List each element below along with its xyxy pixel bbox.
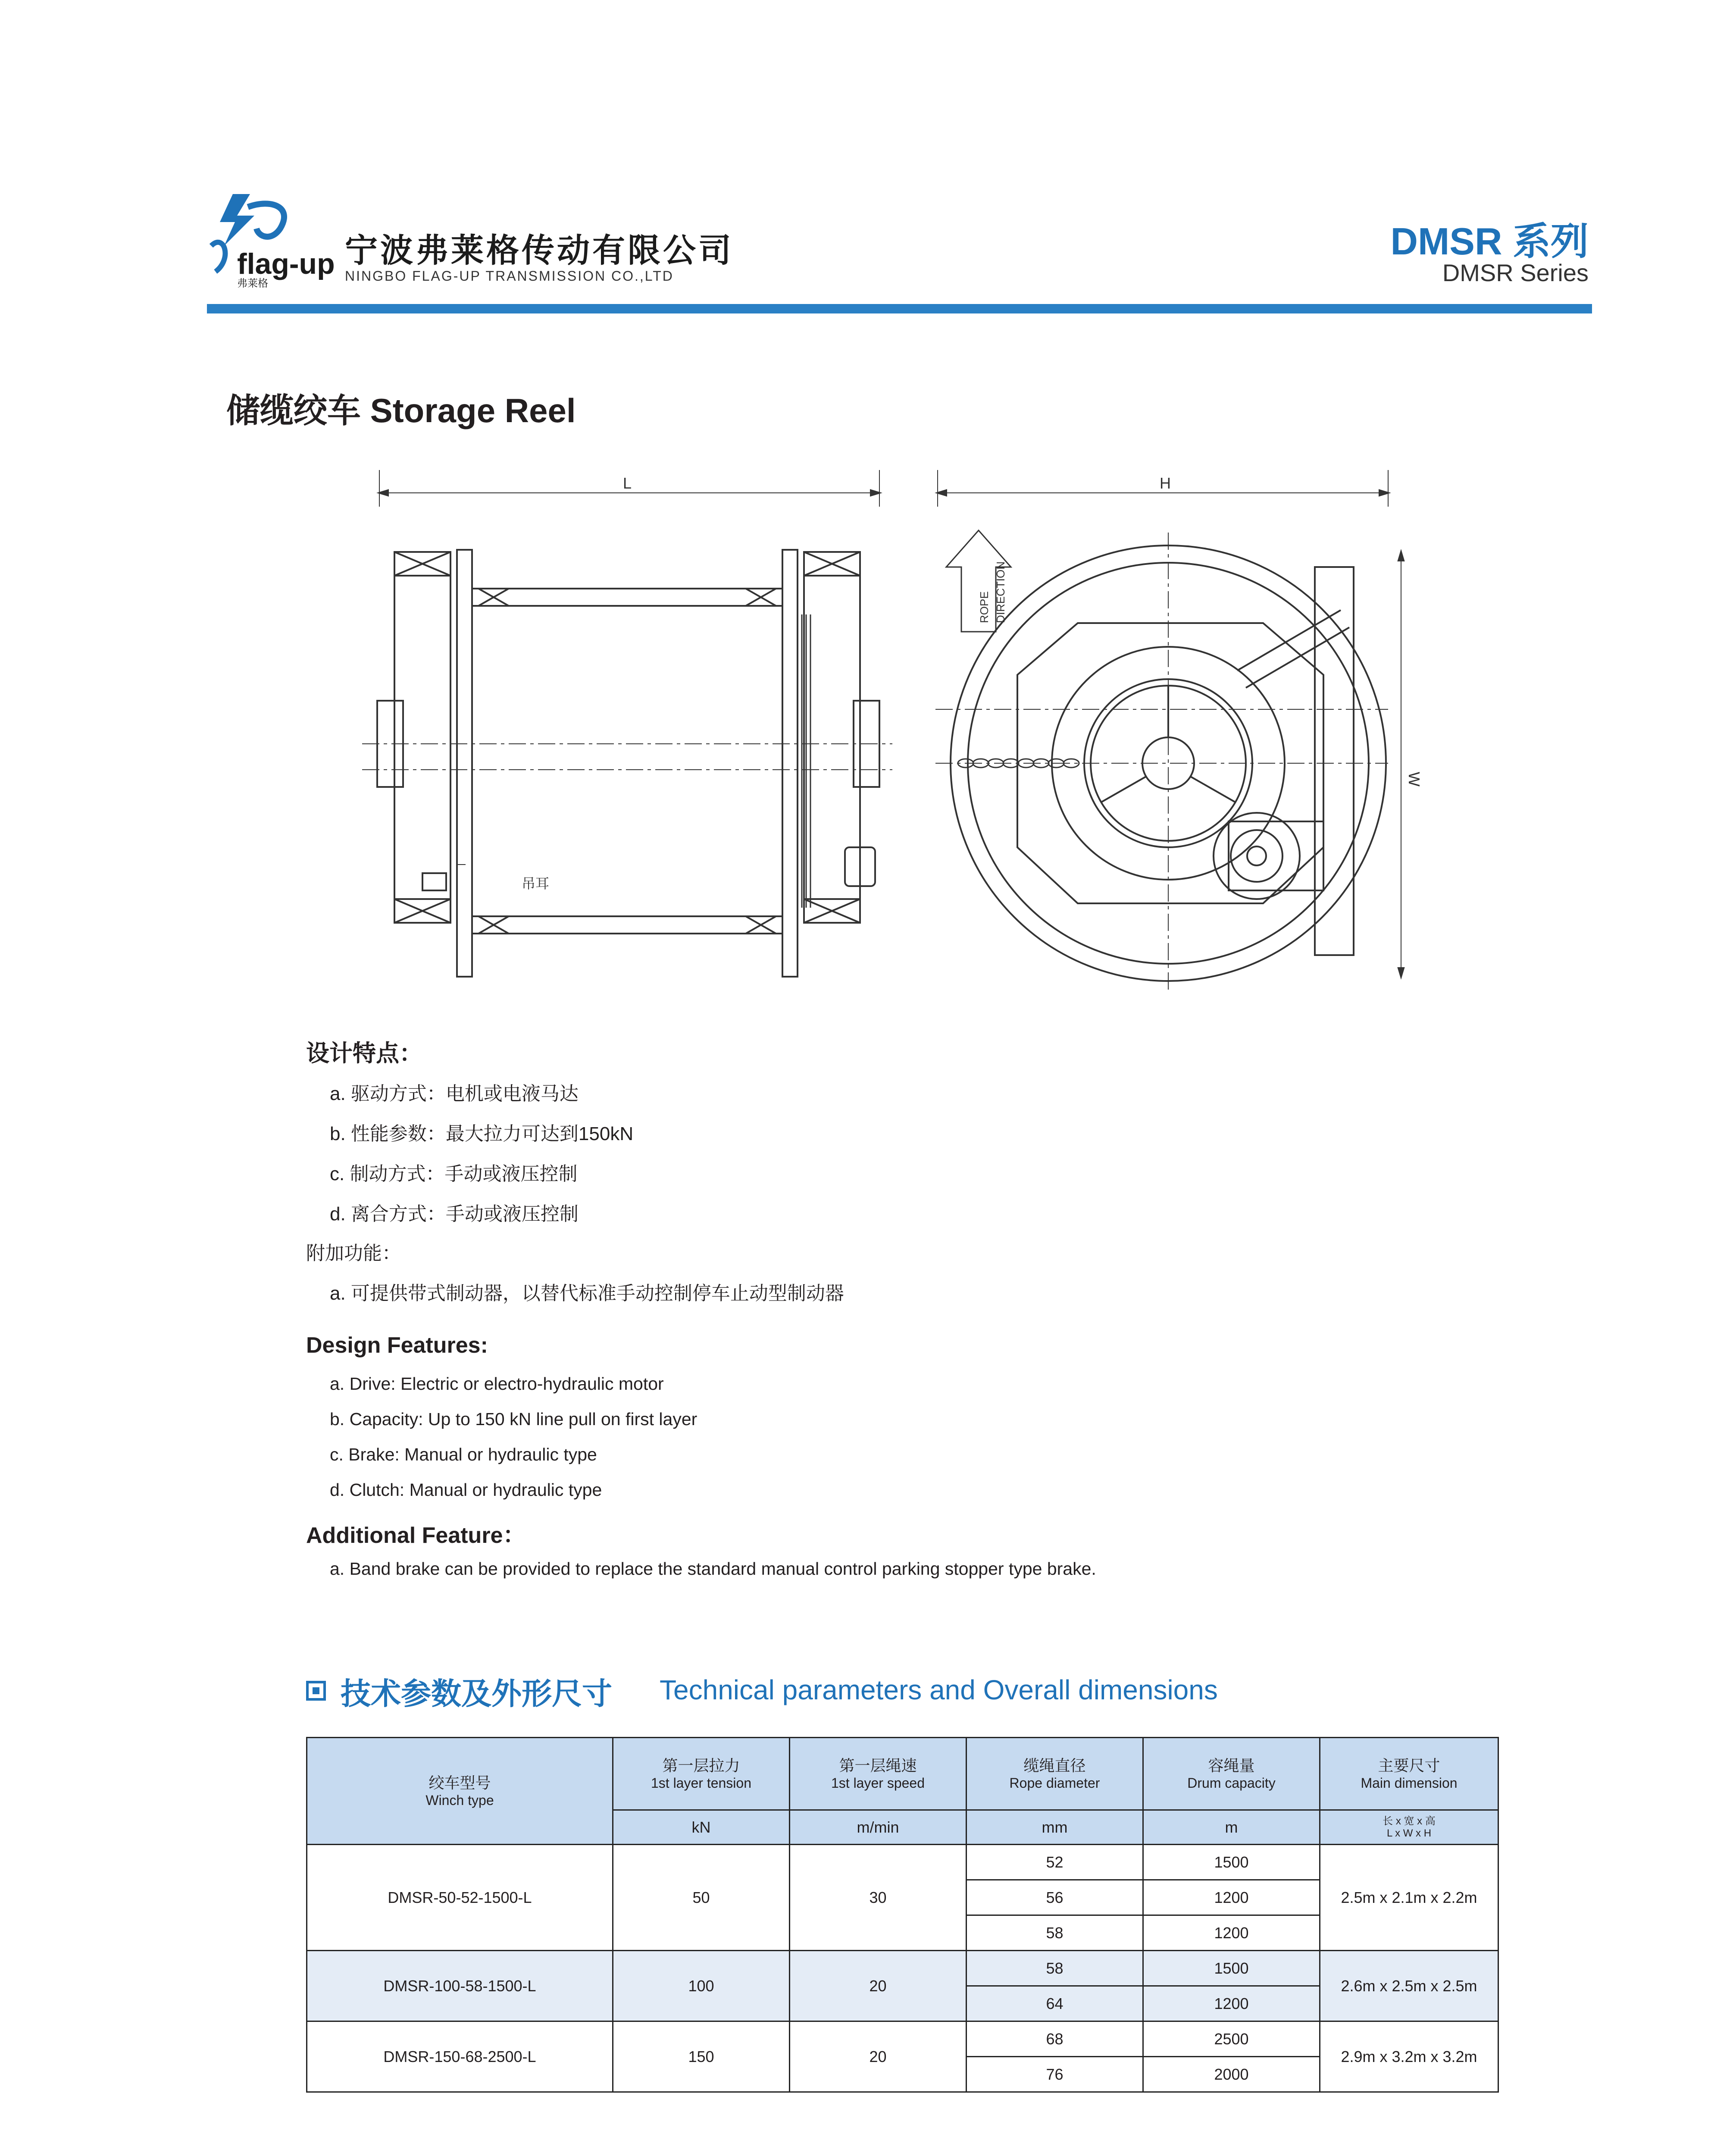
lifting-lug-label: 吊耳 (522, 875, 550, 892)
cell-model: DMSR-50-52-1500-L (307, 1845, 613, 1951)
additional-en-heading: Additional Feature： (306, 1523, 525, 1548)
header-en: Winch type (425, 1792, 494, 1808)
company-name-en: NINGBO FLAG-UP TRANSMISSION CO.,LTD (345, 268, 674, 284)
cell-drum-capacity: 1200 (1143, 1880, 1320, 1915)
header-en: 1st layer speed (831, 1775, 925, 1791)
cell-rope-diameter: 52 (967, 1845, 1143, 1880)
company-name-cn: 宁波弗莱格传动有限公司 (345, 232, 734, 269)
feature-en-item: c. Brake: Manual or hydraulic type (330, 1445, 597, 1464)
cell-drum-capacity: 1500 (1143, 1951, 1320, 1986)
dim-label-H: H (1160, 474, 1171, 492)
feature-en-item: b. Capacity: Up to 150 kN line pull on first layer (330, 1409, 698, 1429)
table-row (307, 1845, 1498, 1880)
table-row (307, 1951, 1498, 1986)
cell-drum-capacity: 2000 (1143, 2057, 1320, 2092)
additional-en-item: a. Band brake can be provided to replace the standard manual control parking stopper type brake. (330, 1559, 1096, 1579)
header-en: Main dimension (1361, 1775, 1458, 1791)
cell-drum-capacity: 2500 (1143, 2021, 1320, 2057)
column-header-rope-diameter (967, 1738, 1143, 1810)
header-cn: 主要尺寸 (1378, 1756, 1440, 1774)
header-rule (207, 304, 1592, 313)
unit-drum-capacity: m (1143, 1810, 1320, 1845)
unit-rope-diameter: mm (967, 1810, 1143, 1845)
column-header-drum-capacity (1143, 1738, 1320, 1810)
unit-speed: m/min (790, 1810, 967, 1845)
cell-model: DMSR-100-58-1500-L (307, 1951, 613, 2021)
rope-direction-label-1: ROPE (978, 591, 991, 623)
header-cn: 绞车型号 (429, 1774, 491, 1792)
header-cn: 第一层绳速 (839, 1756, 917, 1774)
cell-rope-diameter: 76 (967, 2057, 1143, 2092)
dim-unit-cn: 长 x 宽 x 高 (1383, 1815, 1436, 1827)
header-en: Drum capacity (1187, 1775, 1276, 1791)
cell-speed: 30 (790, 1845, 967, 1951)
cell-tension: 50 (613, 1845, 790, 1951)
cell-dimension: 2.5m x 2.1m x 2.2m (1320, 1845, 1498, 1951)
cell-tension: 150 (613, 2021, 790, 2092)
cell-drum-capacity: 1500 (1143, 1845, 1320, 1880)
feature-cn-item: a. 驱动方式：电机或电液马达 (330, 1083, 579, 1104)
features-cn-heading: 设计特点： (306, 1040, 422, 1066)
cell-speed: 20 (790, 2021, 967, 2092)
unit-main-dimension (1320, 1810, 1498, 1845)
storage-reel-drawing (353, 468, 1440, 994)
column-header-winch-type (307, 1738, 613, 1845)
cell-drum-capacity: 1200 (1143, 1915, 1320, 1951)
page-title: 储缆绞车 Storage Reel (226, 392, 576, 429)
section-bullet-icon (306, 1681, 326, 1701)
feature-en-item: a. Drive: Electric or electro-hydraulic motor (330, 1374, 664, 1394)
dim-unit-en: L x W x H (1386, 1827, 1432, 1839)
cell-rope-diameter: 58 (967, 1915, 1143, 1951)
features-en-heading: Design Features: (306, 1333, 488, 1358)
series-title-en: DMSR Series (1442, 259, 1589, 286)
table-row (307, 2021, 1498, 2057)
cell-rope-diameter: 64 (967, 1986, 1143, 2021)
header-cn: 缆绳直径 (1023, 1756, 1086, 1774)
cell-drum-capacity: 1200 (1143, 1986, 1320, 2021)
cell-tension: 100 (613, 1951, 790, 2021)
side-view (362, 470, 892, 977)
cell-model: DMSR-150-68-2500-L (307, 2021, 613, 2092)
cell-rope-diameter: 58 (967, 1951, 1143, 1986)
header-cn: 容绳量 (1208, 1756, 1255, 1774)
feature-en-item: d. Clutch: Manual or hydraulic type (330, 1480, 602, 1500)
cell-speed: 20 (790, 1951, 967, 2021)
rope-direction-label-2: DIRECTION (994, 561, 1007, 623)
cell-dimension: 2.6m x 2.5m x 2.5m (1320, 1951, 1498, 2021)
column-header-tension (613, 1738, 790, 1810)
section-title-cn: 技术参数及外形尺寸 (341, 1677, 612, 1711)
column-header-speed (790, 1738, 967, 1810)
unit-tension: kN (613, 1810, 790, 1845)
additional-cn-heading: 附加功能： (306, 1243, 401, 1264)
header-en: Rope diameter (1009, 1775, 1100, 1791)
dim-label-W: W (1405, 772, 1423, 787)
section-title-en: Technical parameters and Overall dimensions (660, 1674, 1218, 1705)
header-en: 1st layer tension (651, 1775, 751, 1791)
technical-parameters-table (306, 1737, 1499, 2093)
header-cn: 第一层拉力 (662, 1756, 740, 1774)
column-header-main-dimension (1320, 1738, 1498, 1810)
logo-subtext: 弗莱格 (237, 277, 268, 289)
feature-cn-item: c. 制动方式：手动或液压控制 (330, 1163, 578, 1185)
dim-label-L: L (623, 474, 632, 492)
logo-text: flag-up (237, 248, 335, 280)
series-title-cn: DMSR 系列 (1390, 220, 1589, 263)
feature-cn-item: b. 性能参数：最大拉力可达到150kN (330, 1123, 634, 1144)
feature-cn-item: d. 离合方式：手动或液压控制 (330, 1203, 579, 1225)
cell-rope-diameter: 56 (967, 1880, 1143, 1915)
cell-rope-diameter: 68 (967, 2021, 1143, 2057)
cell-dimension: 2.9m x 3.2m x 3.2m (1320, 2021, 1498, 2092)
front-view (935, 470, 1423, 990)
additional-cn-item: a. 可提供带式制动器，以替代标准手动控制停车止动型制动器 (330, 1283, 844, 1304)
company-logo (207, 190, 336, 289)
